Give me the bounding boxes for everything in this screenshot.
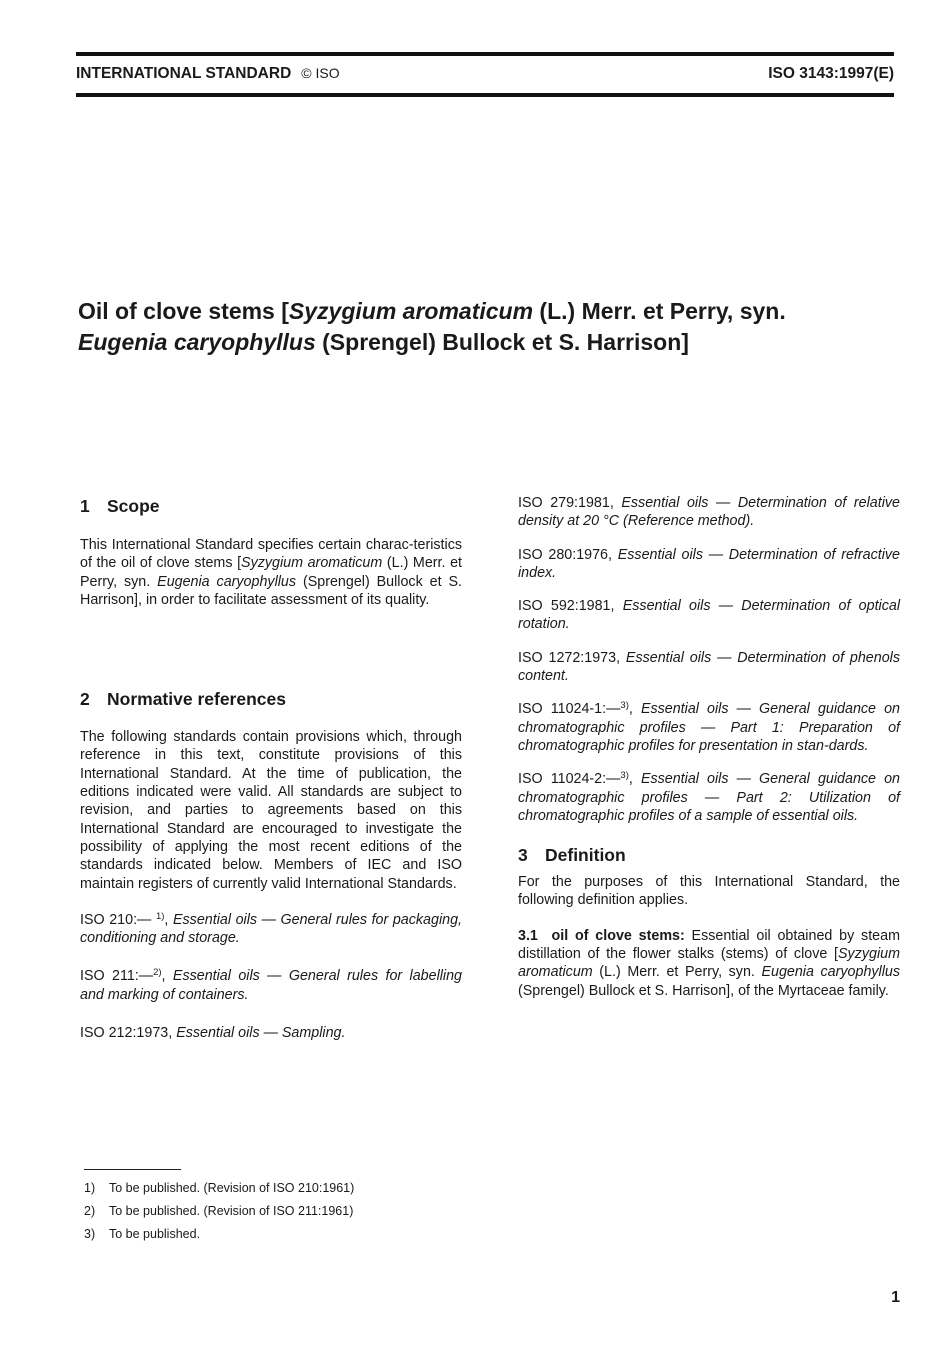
definition-heading [518, 843, 900, 867]
reference-entry [518, 494, 900, 531]
reference-title: Essential oils — Sampling. [176, 1025, 346, 1042]
definition-text-a: Essential oil obtained by steam distillation of the flower stalks (stems) of clove [ [518, 927, 900, 963]
reference-title: Essential oils — Determination of phenols content. [518, 649, 900, 685]
footnote-2 [84, 1203, 353, 1219]
footnote-1 [84, 1180, 354, 1196]
reference-title: Essential oils — General guidance on chromatographic profiles — Part 2: Utilization of chromatographic profiles of a sample of essential oils. [518, 771, 900, 824]
reference-sep: , [628, 701, 641, 718]
reference-title: Essential oils — Determination of refractive index. [518, 546, 900, 581]
definition-number: 3.1 [518, 927, 538, 944]
title-species-1: Syzygium aromaticum [288, 298, 534, 324]
reference-entry [518, 700, 900, 755]
scope-text-b: (L.) Merr. et Perry, syn. [80, 555, 462, 590]
footnote-text: To be published. [109, 1227, 201, 1241]
footnote-3 [84, 1226, 200, 1242]
definition-entry [518, 927, 900, 1000]
header-copyright: © ISO [301, 65, 340, 81]
reference-sep: , [161, 968, 173, 985]
footnote-ref: 3) [620, 770, 629, 782]
reference-code: ISO 210:— [80, 911, 156, 928]
scope-text-a: This International Standard specifies certain charac-teristics of the oil of clove stems [ [80, 537, 462, 572]
scope-species-b: Eugenia caryophyllus [157, 573, 297, 590]
reference-code: ISO 212:1973 [80, 1025, 169, 1042]
header-left [76, 65, 340, 83]
title-text-3: (Sprengel) Bullock et S. Harrison] [315, 329, 689, 355]
title-species-2: Eugenia caryophyllus [78, 329, 316, 355]
header-rule-top [76, 52, 894, 56]
header-standard-label: INTERNATIONAL STANDARD [76, 65, 292, 82]
footnote-text: To be published. (Revision of ISO 211:1961) [109, 1204, 354, 1218]
section-number: 1 [80, 496, 90, 516]
scope-paragraph [80, 536, 462, 609]
reference-title: Essential oils — General rules for packaging, conditioning and storage. [80, 911, 462, 947]
footnote-marker: 1) [84, 1181, 96, 1195]
footnote-separator [84, 1169, 181, 1170]
definition-text-b: (L.) Merr. et Perry, syn. [592, 964, 762, 981]
reference-code: ISO 1272:1973 [518, 649, 617, 666]
reference-title: Essential oils — General rules for labelling and marking of containers. [80, 968, 463, 1003]
footnote-marker: 2) [84, 1204, 96, 1218]
definition-term: oil of clove stems: [551, 927, 685, 944]
reference-entry [80, 1024, 462, 1042]
reference-entry [518, 770, 900, 825]
section-title: Definition [545, 845, 626, 866]
normative-intro: The following standards contain provisions which, through reference in this text, constitute provisions of this International Standard. At the time of publication, the editions indicated were valid. All standards are subject to revision, and parties to agreements based on this International Standard are encouraged to investigate the possibility of applying the most recent editions of the standards indicated below. Members of IEC and ISO maintain registers of currently valid International Standards. [80, 729, 462, 892]
definition-species-a: Syzygium aromaticum [518, 946, 900, 981]
reference-list-left [80, 911, 462, 1042]
section-number: 3 [518, 845, 528, 866]
reference-code: ISO 11024-1:— [518, 701, 621, 718]
reference-code: ISO 11024-2:— [518, 771, 621, 788]
reference-entry [518, 649, 900, 686]
scope-species-a: Syzygium aromaticum [241, 555, 383, 572]
reference-code: ISO 280:1976 [518, 546, 609, 563]
footnote-ref: 2) [153, 967, 162, 979]
reference-sep: , [609, 495, 622, 511]
definition-intro: For the purposes of this International Standard, the following definition applies. [518, 874, 900, 909]
scope-text-c: (Sprengel) Bullock et S. Harrison], in order to facilitate assessment of its quality. [80, 573, 463, 608]
reference-sep: , [610, 598, 623, 615]
section-title: Normative references [107, 689, 286, 710]
header-rule-bottom [76, 93, 894, 97]
definition-species-b: Eugenia caryophyllus [761, 964, 900, 981]
reference-sep: , [608, 546, 618, 563]
reference-sep: , [616, 649, 626, 666]
definition-text-c: (Sprengel) Bullock et S. Harrison], of the Myrtaceae family. [518, 982, 889, 999]
reference-title: Essential oils — General guidance on chromatographic profiles — Part 1: Preparation of chromatographic profiles for presentation in stan-dards. [518, 701, 900, 754]
section-title: Scope [107, 496, 160, 516]
reference-sep: , [168, 1025, 177, 1042]
reference-code: ISO 279:1981 [518, 495, 610, 511]
reference-entry [518, 546, 900, 583]
reference-code: ISO 211:— [80, 968, 154, 985]
page-number: 1 [891, 1289, 900, 1306]
left-column [80, 494, 462, 1042]
footnote-text: To be published. (Revision of ISO 210:1961) [109, 1181, 355, 1195]
reference-entry [518, 597, 900, 634]
header-document-id: ISO 3143:1997(E) [768, 65, 894, 82]
right-column [518, 494, 900, 1000]
reference-code: ISO 592:1981 [518, 598, 611, 615]
reference-entry [80, 911, 462, 948]
title-text-2: (L.) Merr. et Perry, syn. [533, 298, 786, 324]
normative-heading [80, 687, 462, 711]
reference-list-right [518, 494, 900, 825]
footnote-ref: 3) [620, 700, 629, 712]
reference-title: Essential oils — Determination of relative density at 20 °C (Reference method). [518, 495, 900, 530]
reference-entry [80, 967, 462, 1004]
reference-sep: , [628, 771, 641, 788]
document-title [78, 296, 908, 358]
reference-sep: , [164, 911, 173, 928]
footnote-ref: 1) [155, 910, 165, 922]
title-text-1: Oil of clove stems [ [78, 298, 289, 324]
scope-heading [80, 494, 462, 518]
footnote-marker: 3) [84, 1227, 96, 1241]
reference-title: Essential oils — Determination of optical rotation. [518, 598, 901, 633]
section-number: 2 [80, 689, 90, 710]
